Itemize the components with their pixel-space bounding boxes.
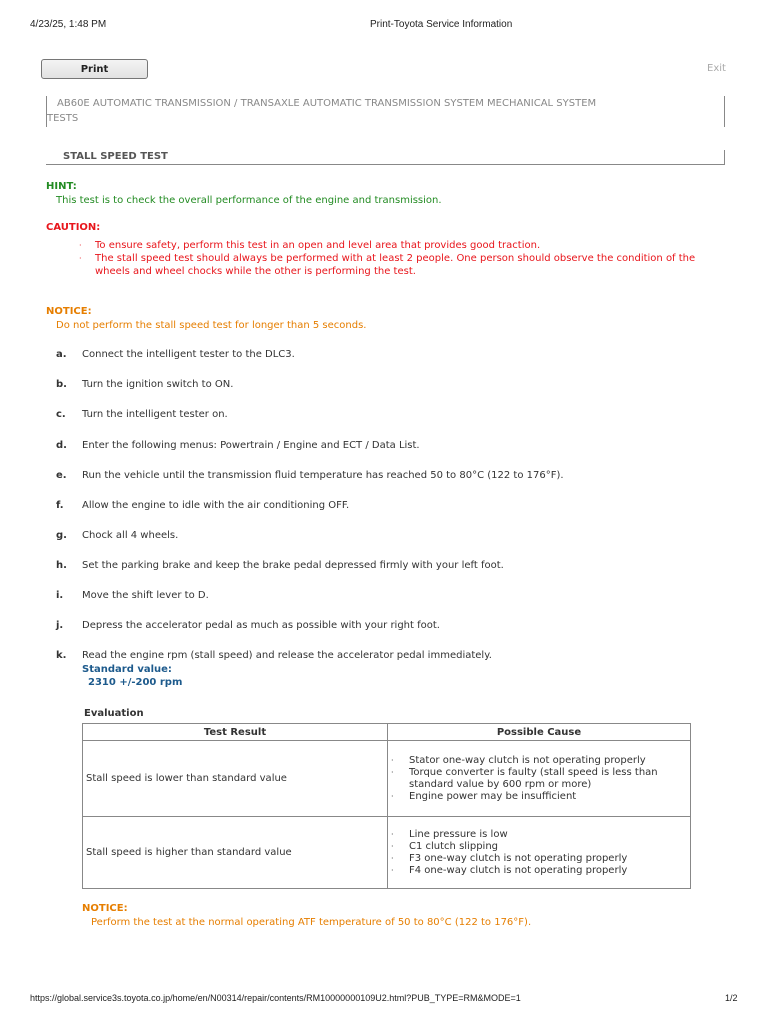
notice-label: NOTICE: bbox=[46, 306, 92, 317]
step-letter: j. bbox=[56, 620, 64, 631]
bullet-icon: · bbox=[79, 241, 82, 250]
bullet-icon: · bbox=[391, 853, 394, 863]
test-result-cell: Stall speed is lower than standard value bbox=[83, 741, 388, 817]
caution-label: CAUTION: bbox=[46, 222, 101, 233]
step-text: Turn the ignition switch to ON. bbox=[82, 379, 234, 390]
caution-item-text: To ensure safety, perform this test in an open and level area that provides good traction. bbox=[95, 240, 541, 251]
cause-item bbox=[391, 791, 687, 803]
step-letter: h. bbox=[56, 560, 67, 571]
step-text: Enter the following menus: Powertrain / Engine and ECT / Data List. bbox=[82, 440, 420, 451]
hint-label: HINT: bbox=[46, 181, 77, 192]
cause-text: F3 one-way clutch is not operating properly bbox=[409, 852, 628, 864]
bullet-icon: · bbox=[391, 865, 394, 875]
bullet-icon: · bbox=[391, 767, 394, 777]
cause-list bbox=[391, 829, 687, 877]
cause-text: Torque converter is faulty (stall speed is less than standard value by 600 rpm or more) bbox=[409, 766, 658, 790]
breadcrumb-line-2: TESTS bbox=[47, 113, 79, 124]
caution-item bbox=[79, 239, 719, 252]
notice-text: Perform the test at the normal operating ATF temperature of 50 to 80°C (122 to 176°F). bbox=[91, 917, 532, 928]
step-text: Set the parking brake and keep the brake pedal depressed firmly with your left foot. bbox=[82, 560, 504, 571]
notice-text: Do not perform the stall speed test for longer than 5 seconds. bbox=[56, 320, 367, 331]
step-text: Read the engine rpm (stall speed) and release the accelerator pedal immediately. bbox=[82, 650, 492, 661]
footer-url: https://global.service3s.toyota.co.jp/home/en/N00314/repair/contents/RM10000000109U2.html?PUB_TYPE=RM&MODE=1 bbox=[30, 993, 521, 1003]
bullet-icon: · bbox=[391, 841, 394, 851]
breadcrumb bbox=[46, 96, 725, 127]
step-text: Depress the accelerator pedal as much as possible with your right foot. bbox=[82, 620, 440, 631]
exit-link[interactable]: Exit bbox=[707, 63, 726, 74]
caution-item-text-cont: wheels and wheel chocks while the other is performing the test. bbox=[95, 266, 416, 277]
print-button[interactable]: Print bbox=[41, 59, 148, 79]
step-letter: f. bbox=[56, 500, 64, 511]
table-row bbox=[83, 817, 691, 889]
step-letter: c. bbox=[56, 409, 66, 420]
step-letter: a. bbox=[56, 349, 67, 360]
cause-text: Line pressure is low bbox=[409, 828, 508, 840]
print-page-title: Print-Toyota Service Information bbox=[370, 19, 513, 30]
step-text: Run the vehicle until the transmission fluid temperature has reached 50 to 80°C (122 to 176°F). bbox=[82, 470, 564, 481]
caution-item-text: The stall speed test should always be performed with at least 2 people. One person should observe the condition of the bbox=[95, 253, 696, 264]
cause-item bbox=[391, 853, 687, 865]
table-row bbox=[83, 741, 691, 817]
step-text: Connect the intelligent tester to the DLC3. bbox=[82, 349, 295, 360]
step-letter: b. bbox=[56, 379, 67, 390]
bullet-icon: · bbox=[391, 829, 394, 839]
step-text: Move the shift lever to D. bbox=[82, 590, 209, 601]
notice-label: NOTICE: bbox=[82, 903, 128, 914]
bullet-icon: · bbox=[391, 755, 394, 765]
standard-value-label: Standard value: bbox=[82, 664, 172, 675]
column-header-test-result: Test Result bbox=[83, 724, 388, 741]
standard-value: 2310 +/-200 rpm bbox=[88, 677, 183, 688]
evaluation-table bbox=[82, 723, 691, 889]
step-letter: i. bbox=[56, 590, 64, 601]
page-title: STALL SPEED TEST bbox=[46, 150, 725, 165]
cause-item bbox=[391, 829, 687, 841]
cause-item bbox=[391, 767, 687, 791]
evaluation-title: Evaluation bbox=[84, 708, 144, 719]
breadcrumb-line-1: AB60E AUTOMATIC TRANSMISSION / TRANSAXLE AUTOMATIC TRANSMISSION SYSTEM MECHANICAL SYSTEM bbox=[57, 98, 597, 109]
step-text: Allow the engine to idle with the air conditioning OFF. bbox=[82, 500, 350, 511]
cause-item bbox=[391, 841, 687, 853]
test-result-cell: Stall speed is higher than standard value bbox=[83, 817, 388, 889]
bullet-icon: · bbox=[391, 791, 394, 801]
column-header-possible-cause: Possible Cause bbox=[388, 724, 691, 741]
cause-list bbox=[391, 755, 687, 803]
footer-page-number: 1/2 bbox=[725, 993, 738, 1003]
step-letter: g. bbox=[56, 530, 67, 541]
cause-text: Engine power may be insufficient bbox=[409, 790, 577, 802]
step-letter: e. bbox=[56, 470, 67, 481]
hint-text: This test is to check the overall performance of the engine and transmission. bbox=[56, 195, 442, 206]
cause-item bbox=[391, 865, 687, 877]
possible-cause-cell bbox=[388, 817, 691, 889]
table-header-row bbox=[83, 724, 691, 741]
step-letter: k. bbox=[56, 650, 67, 661]
bullet-icon: · bbox=[79, 254, 82, 263]
cause-text: Stator one-way clutch is not operating properly bbox=[409, 754, 646, 766]
cause-text: C1 clutch slipping bbox=[409, 840, 498, 852]
possible-cause-cell bbox=[388, 741, 691, 817]
step-text: Turn the intelligent tester on. bbox=[82, 409, 228, 420]
step-text: Chock all 4 wheels. bbox=[82, 530, 179, 541]
caution-item bbox=[79, 252, 719, 278]
print-datetime: 4/23/25, 1:48 PM bbox=[30, 19, 107, 30]
cause-text: F4 one-way clutch is not operating properly bbox=[409, 864, 628, 876]
step-letter: d. bbox=[56, 440, 67, 451]
cause-item bbox=[391, 755, 687, 767]
